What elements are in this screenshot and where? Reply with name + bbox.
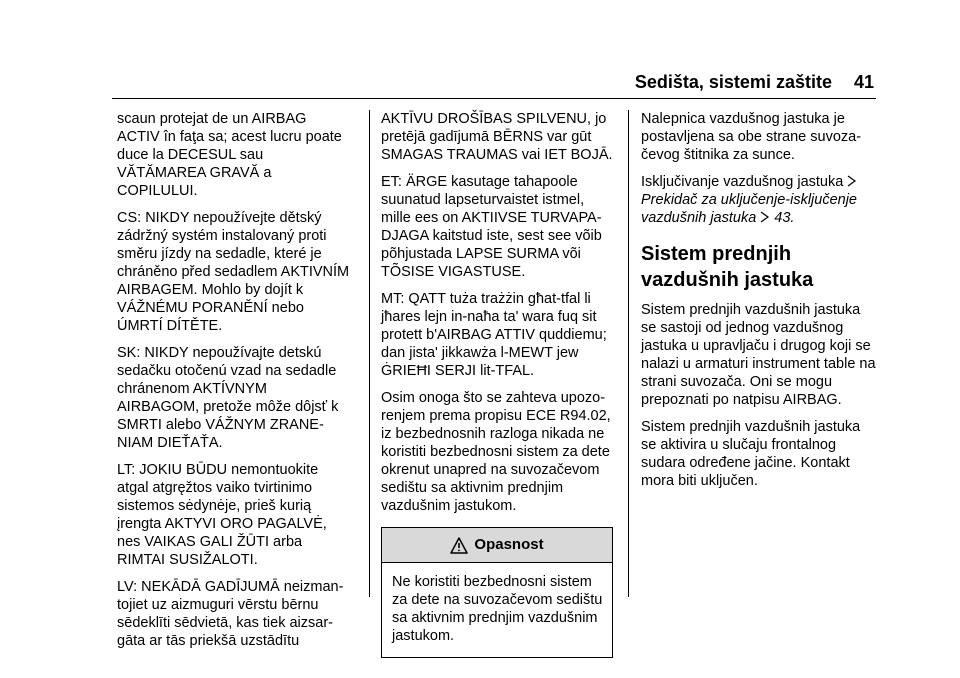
col1-paragraph xyxy=(117,461,357,569)
col1-line: CS: NIKDY nepoužívejte dětský xyxy=(117,210,322,226)
col2-line: TÕSISE VIGASTUSE. xyxy=(381,264,526,280)
col2-paragraph xyxy=(381,389,613,515)
warning-line: Ne koristiti bezbednosni sistem xyxy=(392,574,592,590)
col3-line: se aktivira u slučaju frontalnog xyxy=(641,437,837,453)
col2-line: DJAGA kaitstud iste, sest see võib xyxy=(381,228,602,244)
column-3-paragraphs xyxy=(641,301,881,490)
col1-line: tojiet uz aizmuguri vērstu bērnu xyxy=(117,597,319,613)
col1-paragraph xyxy=(117,344,357,452)
col1-line: RIMTAI SUSIŽALOTI. xyxy=(117,552,258,568)
col2-line: AKTĪVU DROŠĪBAS SPILVENU, jo xyxy=(381,111,607,127)
reference-text: Isključivanje vazdušnog jastuka xyxy=(641,174,844,190)
col1-line: VĂTĂMAREA GRAVĂ a xyxy=(117,165,272,181)
col2-line: mille ees on AKTIIVSE TURVAPA- xyxy=(381,210,602,226)
text-column-2 xyxy=(381,110,613,658)
col2-line: ET: ÄRGE kasutage tahapoole xyxy=(381,174,578,190)
col2-line: põhjustada LAPSE SURMA või xyxy=(381,246,581,262)
col1-line: AIRBAGEM. Mohlo by dojít k xyxy=(117,282,304,298)
col1-line: sedačku otočenú vzad na sedadle xyxy=(117,363,337,379)
col2-line: SMAGAS TRAUMAS vai IET BOJĀ. xyxy=(381,147,613,163)
section-heading-line-1: Sistem prednjih xyxy=(641,243,792,265)
col1-line: ÚMRTÍ DÍTĚTE. xyxy=(117,318,223,334)
col3-line: strani suvozača. Oni se mogu xyxy=(641,374,833,390)
page-number: 41 xyxy=(853,72,874,92)
col1-line: směru jízdy na sedadle, které je xyxy=(117,246,322,262)
reference-paragraph xyxy=(641,173,881,227)
col3-line: nalazi u armaturi instrument table na xyxy=(641,356,876,372)
col1-line: ACTIV în faţa sa; acest lucru poate xyxy=(117,129,342,145)
col2-line: koristiti bezbednosni sistem za dete xyxy=(381,444,610,460)
col3-line: čevog štitnika za sunce. xyxy=(641,147,795,163)
col1-line: chránenom AKTÍVNYM xyxy=(117,381,267,397)
col3-paragraph xyxy=(641,418,881,490)
warning-triangle-icon xyxy=(450,537,468,554)
col3-line: jastuka u upravljaču i drugog koji se xyxy=(641,338,871,354)
warning-body xyxy=(382,563,612,657)
col1-paragraph xyxy=(117,578,357,650)
col1-paragraph xyxy=(117,209,357,335)
col2-line: Osim onoga što se zahteva upozo- xyxy=(381,390,606,406)
col2-paragraph xyxy=(381,290,613,380)
col3-line: mora biti uključen. xyxy=(641,473,758,489)
col2-line: vazdušnim jastukom. xyxy=(381,498,517,514)
warning-line: za dete na suvozačevom sedištu xyxy=(392,592,603,608)
col1-line: sistemos sėdynėje, prieš kurią xyxy=(117,498,312,514)
col3-line: sudara određene jačine. Kontakt xyxy=(641,455,850,471)
col1-line: nes VAIKAS GALI ŽŪTI arba xyxy=(117,534,303,550)
col1-line: duce la DECESUL sau xyxy=(117,147,264,163)
col2-line: protett b'AIRBAG ATTIV quddiemu; xyxy=(381,327,607,343)
reference-link-line-1: Prekidač za uključenje-isključenje xyxy=(641,192,857,208)
section-heading-line-2: vazdušnih jastuka xyxy=(641,269,814,291)
col2-line: ĠRIEĦI SERJI lit-TFAL. xyxy=(381,363,535,379)
col2-paragraph xyxy=(381,173,613,281)
warning-title: Opasnost xyxy=(474,536,544,553)
col3-line: prepoznati po natpisu AIRBAG. xyxy=(641,392,842,408)
col2-line: renjem prema propisu ECE R94.02, xyxy=(381,408,611,424)
col3-line: Sistem prednjih vazdušnih jastuka xyxy=(641,419,861,435)
col1-line: NIAM DIEŤAŤA. xyxy=(117,435,223,451)
warning-header xyxy=(382,528,612,563)
page-reference-icon xyxy=(846,175,857,187)
column-2-paragraphs xyxy=(381,110,613,515)
col2-line: suunatud lapseturvaistet istmel, xyxy=(381,192,585,208)
section-heading xyxy=(641,241,881,293)
col1-line: įrengta AKTYVI ORO PAGALVĖ, xyxy=(117,516,327,532)
col1-line: sēdeklīti sēdvietā, kas tiek aizsar- xyxy=(117,615,333,631)
reference-page: 43. xyxy=(774,210,795,226)
text-column-3 xyxy=(641,110,881,499)
warning-line: jastukom. xyxy=(392,628,455,644)
text-column-1 xyxy=(117,110,357,659)
reference-link-2[interactable] xyxy=(641,209,881,227)
col2-paragraph xyxy=(381,110,613,164)
section-title: Sedišta, sistemi zaštite xyxy=(634,72,832,92)
label-info-paragraph xyxy=(641,110,881,164)
col1-line: LT: JOKIU BŪDU nemontuokite xyxy=(117,462,319,478)
header-divider xyxy=(112,98,876,99)
page-reference-icon xyxy=(759,211,770,223)
col2-line: jħares lejn in-naħa ta' wara fuq sit xyxy=(381,309,597,325)
column-divider-2 xyxy=(628,110,629,597)
col1-line: chráněno před sedadlem AKTIVNÍM xyxy=(117,264,350,280)
reference-link[interactable] xyxy=(641,191,881,209)
col1-line: scaun protejat de un AIRBAG xyxy=(117,111,307,127)
col1-line: atgal atgręžtos vaiko tvirtinimo xyxy=(117,480,313,496)
reference-link-line-2: vazdušnih jastuka xyxy=(641,210,757,226)
col3-line: Sistem prednjih vazdušnih jastuka xyxy=(641,302,861,318)
col2-line: MT: QATT tuża trażżin għat-tfal li xyxy=(381,291,591,307)
col3-line: se sastoji od jednog vazdušnog xyxy=(641,320,844,336)
warning-box xyxy=(381,527,613,658)
col2-line: pretējā gadījumā BĒRNS var gūt xyxy=(381,129,592,145)
col1-line: SMRTI alebo VÁŽNYM ZRANE- xyxy=(117,417,324,433)
page-header xyxy=(635,72,874,93)
col1-paragraph xyxy=(117,110,357,200)
col1-line: LV: NEKĀDĀ GADĪJUMĀ neizman- xyxy=(117,579,344,595)
col3-line: Nalepnica vazdušnog jastuka je xyxy=(641,111,845,127)
col3-paragraph xyxy=(641,301,881,409)
warning-line: sa aktivnim prednjim vazdušnim xyxy=(392,610,598,626)
col1-line: AIRBAGOM, pretože môže dôjsť k xyxy=(117,399,339,415)
col1-line: gāta ar tās priekšā uzstādītu xyxy=(117,633,300,649)
col2-line: okrenut unapred na suvozačevom xyxy=(381,462,600,478)
col2-line: dan jista' jikkawża l-MEWT jew xyxy=(381,345,579,361)
col2-line: sedištu sa aktivnim prednjim xyxy=(381,480,564,496)
col1-line: VÁŽNÉMU PORANĚNÍ nebo xyxy=(117,300,304,316)
col1-line: COPILULUI. xyxy=(117,183,198,199)
col1-line: zádržný systém instalovaný proti xyxy=(117,228,327,244)
col1-line: SK: NIKDY nepoužívajte detskú xyxy=(117,345,322,361)
col2-line: iz bezbednosnih razloga nikada ne xyxy=(381,426,605,442)
column-divider-1 xyxy=(369,110,370,597)
col3-line: postavljena sa obe strane suvoza- xyxy=(641,129,862,145)
